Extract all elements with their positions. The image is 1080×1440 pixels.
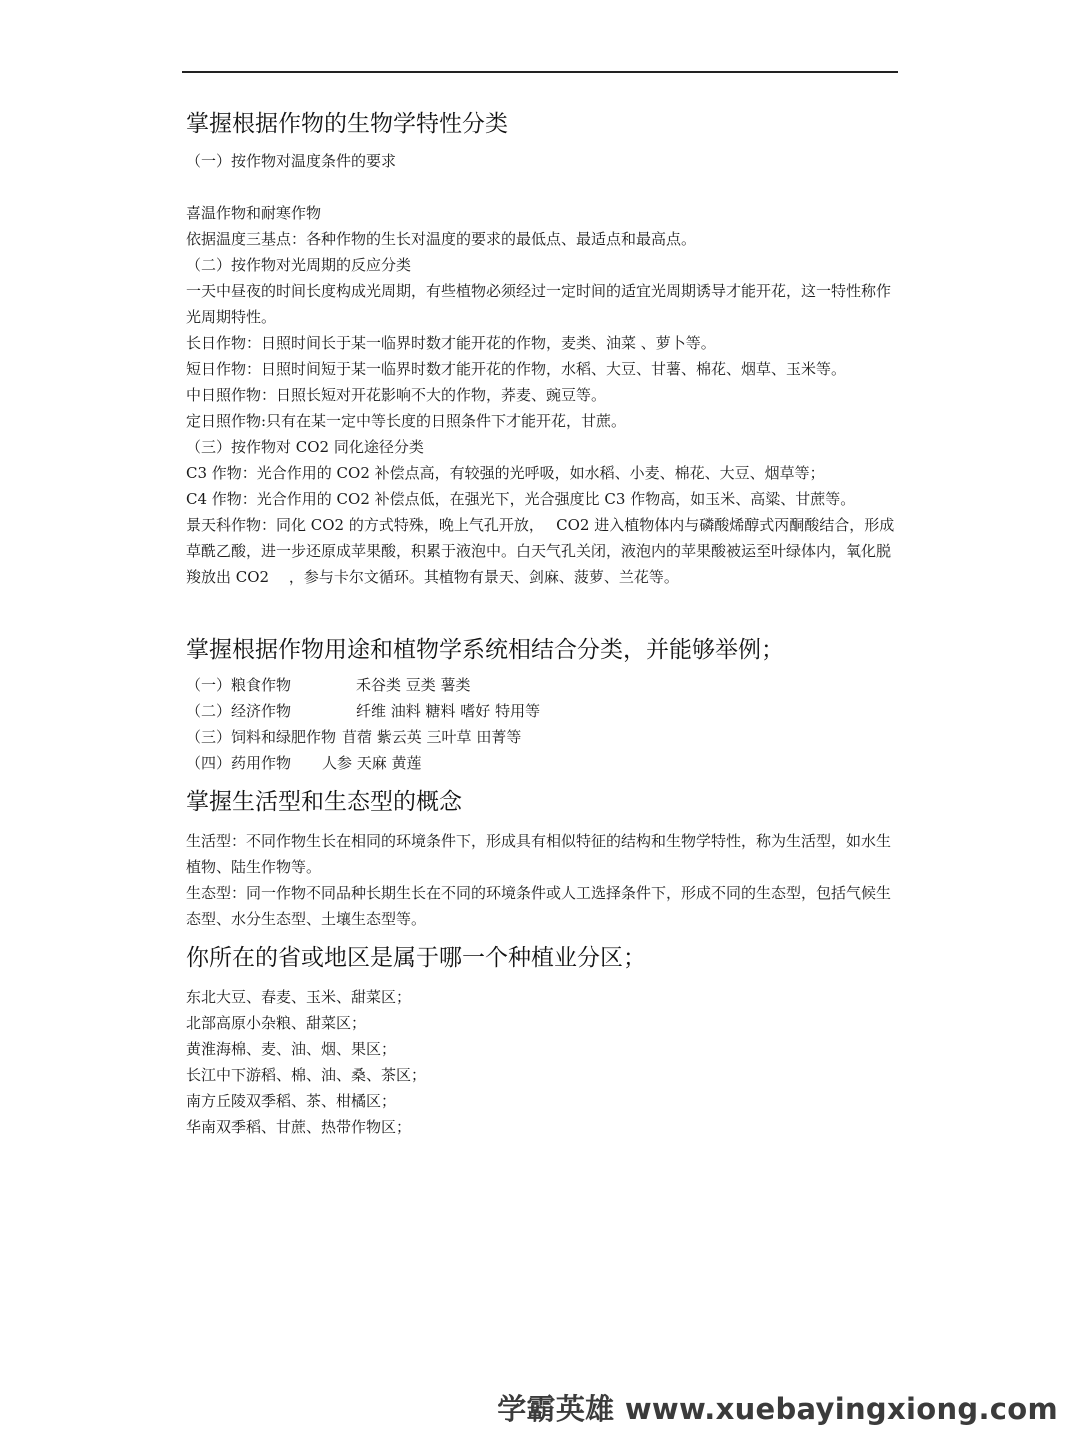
- category-row: [186, 750, 898, 776]
- paragraph: C3 作物：光合作用的 CO2 补偿点高，有较强的光呼吸，如水稻、小麦、棉花、大豆、烟草等；: [186, 464, 825, 482]
- category-label: （三）饲料和绿肥作物: [186, 728, 337, 746]
- list-item: 华南双季稻、甘蔗、热带作物区；: [186, 1118, 412, 1136]
- category-values: 苜蓿 紫云英 三叶草 田菁等: [342, 728, 522, 746]
- header-rule: [182, 71, 898, 73]
- paragraph: 一天中昼夜的时间长度构成光周期，有些植物必须经过一定时间的适宜光周期诱导才能开花，这一特性称作光周期特性。: [186, 282, 892, 326]
- paragraph: 依据温度三基点：各种作物的生长对温度的要求的最低点、最适点和最高点。: [186, 230, 697, 248]
- list-item: 东北大豆、春麦、玉米、甜菜区；: [186, 988, 412, 1006]
- paragraph: （三）按作物对 CO2 同化途径分类: [186, 438, 424, 456]
- section-title: 掌握根据作物的生物学特性分类: [186, 111, 508, 137]
- paragraph: （二）按作物对光周期的反应分类: [186, 256, 412, 274]
- category-row: [186, 724, 898, 750]
- section-planting-region: [186, 942, 898, 1140]
- category-label: （四）药用作物: [186, 754, 292, 772]
- list-item: 黄淮海棉、麦、油、烟、果区；: [186, 1040, 397, 1058]
- category-row: [186, 672, 898, 698]
- section-life-ecotype: [186, 786, 898, 932]
- paragraph: 短日作物：日照时间短于某一临界时数才能开花的作物，水稻、大豆、甘薯、棉花、烟草、玉米等。: [186, 360, 847, 378]
- paragraph: 中日照作物：日照长短对开花影响不大的作物，荞麦、豌豆等。: [186, 386, 607, 404]
- spacer: [186, 174, 898, 200]
- paragraph: 长日作物：日照时间长于某一临界时数才能开花的作物，麦类、油菜 、萝卜等。: [186, 334, 716, 352]
- spacer: [186, 776, 898, 786]
- section-use-classification: [186, 634, 898, 776]
- section-title: 掌握生活型和生态型的概念: [186, 789, 462, 815]
- section-title: 掌握根据作物用途和植物学系统相结合分类，并能够举例；: [186, 637, 784, 663]
- section-biological-classification: [186, 108, 898, 590]
- paragraph: （一）按作物对温度条件的要求: [186, 152, 397, 170]
- spacer: [186, 590, 898, 634]
- category-values: 纤维 油料 糖料 嗜好 特用等: [356, 702, 541, 720]
- section-title: 你所在的省或地区是属于哪一个种植业分区；: [186, 945, 646, 971]
- category-values: 人参 天麻 黄莲: [322, 754, 422, 772]
- list-item: 长江中下游稻、棉、油、桑、茶区；: [186, 1066, 427, 1084]
- category-label: （二）经济作物: [186, 702, 292, 720]
- category-label: （一）粮食作物: [186, 676, 292, 694]
- list-item: 南方丘陵双季稻、茶、柑橘区；: [186, 1092, 397, 1110]
- paragraph: 定日照作物:只有在某一定中等长度的日照条件下才能开花，甘蔗。: [186, 412, 627, 430]
- watermark-text: 学霸英雄 www.xuebayingxiong.com: [497, 1392, 1058, 1426]
- category-row: [186, 698, 898, 724]
- paragraph: 生活型：不同作物生长在相同的环境条件下，形成具有相似特征的结构和生物学特性，称为生活型，如水生植物、陆生作物等。: [186, 832, 892, 876]
- paragraph: 生态型：同一作物不同品种长期生长在不同的环境条件或人工选择条件下，形成不同的生态型，包括气候生态型、水分生态型、土壤生态型等。: [186, 884, 892, 928]
- category-values: 禾谷类 豆类 薯类: [356, 676, 471, 694]
- document-body: [186, 108, 898, 1140]
- paragraph: C4 作物：光合作用的 CO2 补偿点低，在强光下，光合强度比 C3 作物高，如玉米、高粱、甘蔗等。: [186, 490, 856, 508]
- paragraph: 景天科作物：同化 CO2 的方式特殊，晚上气孔开放， CO2 进入植物体内与磷酸烯醇式丙酮酸结合，形成草酰乙酸，进一步还原成苹果酸，积累于液泡中。白天气孔关闭，液泡内的苹果酸被运至叶绿体内，氧化脱羧放出 CO2 ，参与卡尔文循环。其植物有景天、剑麻、菠萝、兰花等。: [186, 516, 895, 586]
- list-item: 北部高原小杂粮、甜菜区；: [186, 1014, 367, 1032]
- paragraph: 喜温作物和耐寒作物: [186, 204, 322, 222]
- spacer: [186, 932, 898, 942]
